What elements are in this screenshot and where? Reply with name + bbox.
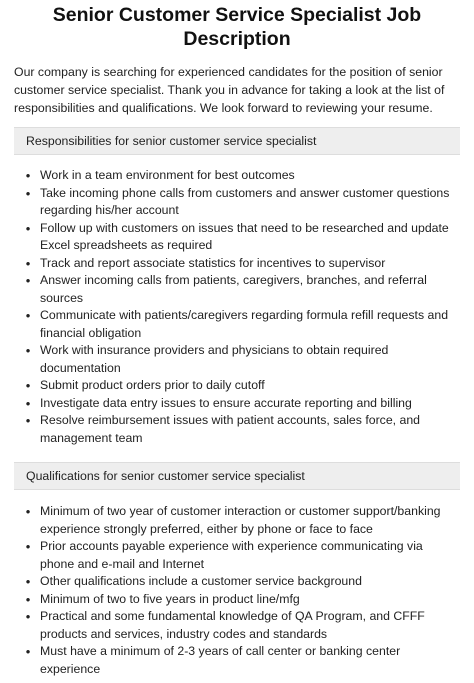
list-item — [25, 307, 460, 342]
list-item-text: Communicate with patients/caregivers regarding formula refill requests and financial obligation — [40, 308, 449, 340]
list-item — [25, 342, 460, 377]
list-item-text: Must have a minimum of 2-3 years of call center or banking center experience — [40, 644, 401, 676]
bullet-icon: • — [25, 378, 31, 394]
bullet-icon: • — [25, 343, 31, 359]
bullet-icon: • — [25, 308, 31, 324]
list-item-text: Other qualifications include a customer service background — [40, 574, 362, 589]
bullet-icon: • — [25, 168, 31, 184]
list-item — [25, 255, 460, 273]
list-item — [25, 272, 460, 307]
bullet-icon: • — [25, 504, 31, 520]
list-item-text: Investigate data entry issues to ensure accurate reporting and billing — [40, 395, 412, 410]
bullet-icon: • — [25, 395, 31, 411]
responsibilities-heading: Responsibilities for senior customer service specialist — [14, 127, 460, 155]
list-item-text: Track and report associate statistics for incentives to supervisor — [40, 255, 386, 270]
list-item — [25, 643, 460, 678]
intro-paragraph: Our company is searching for experienced candidates for the position of senior customer service specialist. Thank you in advance for taking a look at the list of responsibilities and qualifications. We look forward to reviewing your resume. — [14, 65, 445, 115]
list-item-text: Prior accounts payable experience with experience communicating via phone and e-mail and Internet — [40, 539, 423, 571]
list-item-text: Work in a team environment for best outcomes — [40, 168, 295, 183]
list-item-text: Take incoming phone calls from customers and answer customer questions regarding his/her account — [40, 185, 450, 218]
bullet-icon: • — [25, 591, 31, 607]
list-item — [25, 591, 460, 609]
bullet-icon: • — [25, 609, 31, 625]
bullet-icon: • — [25, 539, 31, 555]
list-item — [25, 608, 460, 643]
list-item — [25, 185, 460, 220]
responsibilities-list — [14, 167, 460, 447]
list-item-text: Submit product orders prior to daily cutoff — [40, 378, 265, 393]
bullet-icon: • — [25, 185, 31, 201]
bullet-icon: • — [25, 220, 31, 236]
qualifications-heading: Qualifications for senior customer service specialist — [14, 462, 460, 490]
list-item-text: Minimum of two to five years in product line/mfg — [40, 591, 300, 606]
bullet-icon: • — [25, 413, 31, 429]
bullet-icon: • — [25, 273, 31, 289]
list-item — [25, 395, 460, 413]
list-item-text: Work with insurance providers and physicians to obtain required documentation — [40, 343, 389, 375]
list-item — [25, 538, 460, 573]
list-item — [25, 220, 460, 255]
list-item-text: Resolve reimbursement issues with patient accounts, sales force, and management team — [40, 413, 421, 445]
qualifications-list — [14, 503, 460, 678]
page-title: Senior Customer Service Specialist Job Description — [52, 4, 422, 50]
bullet-icon: • — [25, 574, 31, 590]
list-item — [25, 412, 460, 447]
list-item-text: Practical and some fundamental knowledge of QA Program, and CFFF products and services, industry codes and standards — [40, 609, 425, 641]
list-item — [25, 167, 460, 185]
bullet-icon: • — [25, 644, 31, 660]
bullet-icon: • — [25, 255, 31, 271]
list-item — [25, 503, 460, 538]
list-item-text: Follow up with customers on issues that need to be researched and update Excel spreadsheets as required — [40, 220, 449, 253]
list-item-text: Answer incoming calls from patients, caregivers, branches, and referral sources — [40, 273, 427, 305]
list-item — [25, 573, 460, 591]
list-item-text: Minimum of two year of customer interaction or customer support/banking experience strongly preferred, either by phone or face to face — [40, 504, 441, 536]
list-item — [25, 377, 460, 395]
